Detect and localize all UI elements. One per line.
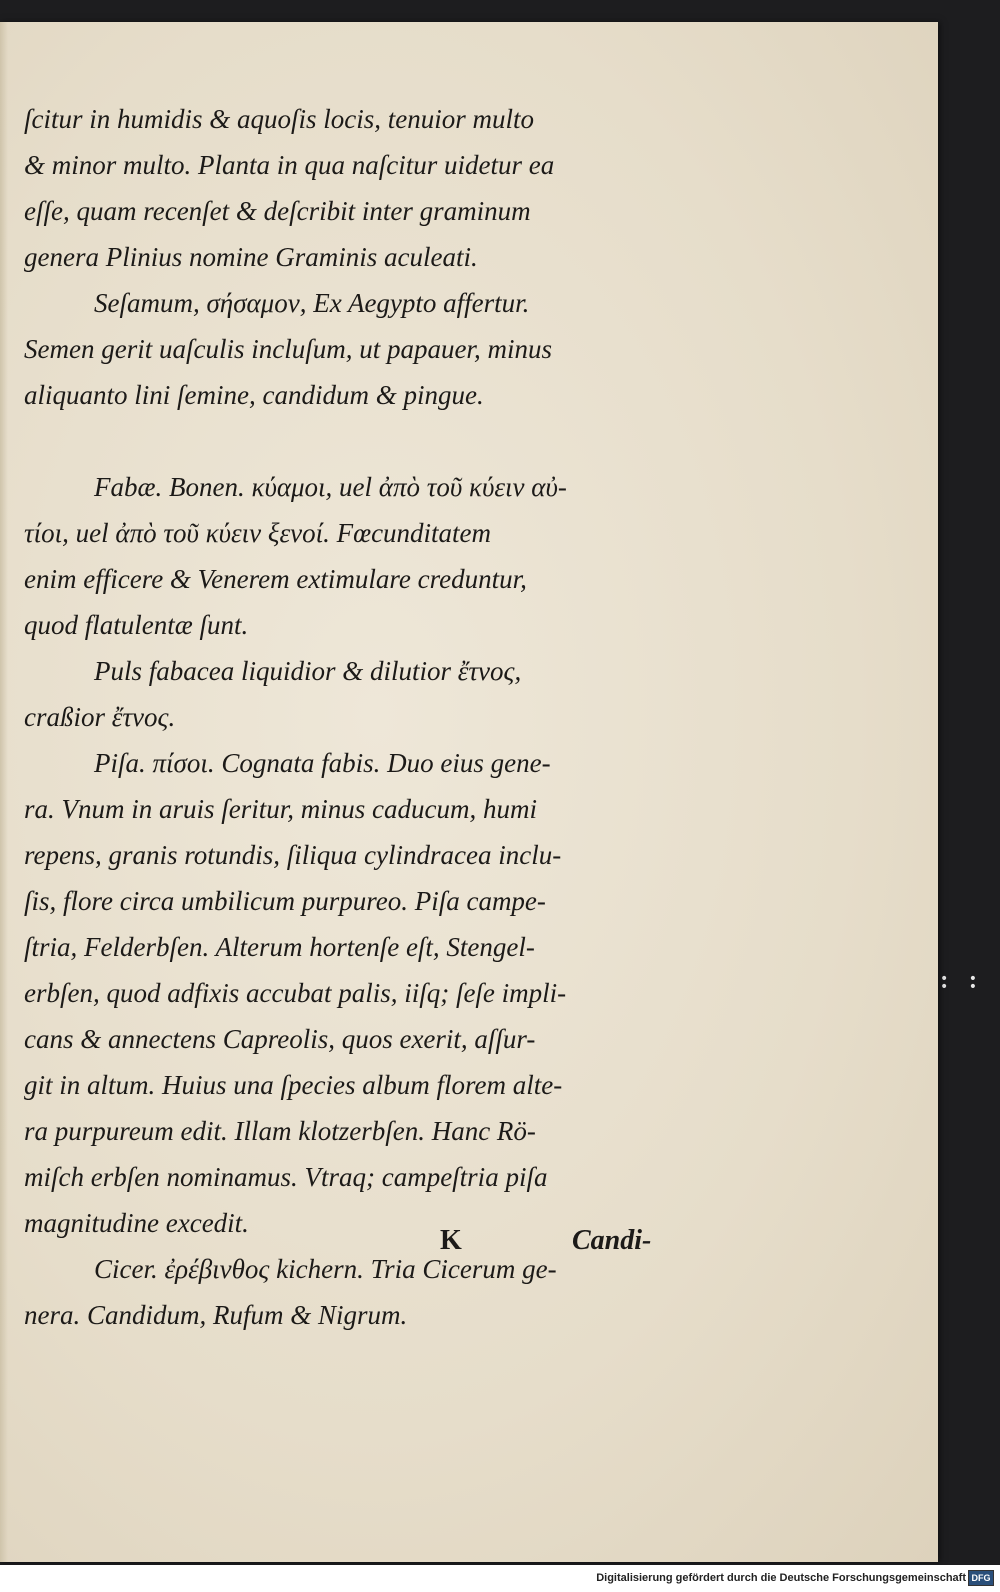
- text-line: & minor multo. Planta in qua naſcitur uidetur ea: [24, 150, 555, 180]
- text-line: eſſe, quam recenſet & deſcribit inter graminum: [24, 196, 531, 226]
- text-line: genera Plinius nomine Graminis aculeati.: [24, 242, 478, 272]
- catchword: Candi-: [572, 1225, 652, 1256]
- text-line: ra purpureum edit. Illam klotzerbſen. Hanc Rö-: [24, 1116, 536, 1146]
- text-line: nera. Candidum, Rufum & Nigrum.: [24, 1300, 408, 1330]
- text-line: git in altum. Huius una ſpecies album florem alte-: [24, 1070, 563, 1100]
- digitization-footer: [0, 1565, 1000, 1592]
- text-line: ſis, flore circa umbilicum purpureo. Piſa campe-: [24, 886, 546, 916]
- text-line: Fabæ. Bonen. κύαμοι, uel ἀπὸ τοῦ κύειν αὐ-: [94, 472, 567, 502]
- background-dots: • • • •: [940, 971, 985, 995]
- text-line: magnitudine excedit.: [24, 1208, 249, 1238]
- paragraph-gap: [24, 418, 684, 464]
- text-line: repens, granis rotundis, ſiliqua cylindracea inclu-: [24, 840, 562, 870]
- text-line: miſch erbſen nominamus. Vtraq; campeſtria piſa: [24, 1162, 548, 1192]
- text-line: Puls fabacea liquidior & dilutior ἔτνος,: [94, 656, 522, 686]
- page-footer-marks: [0, 1225, 938, 1271]
- text-line: quod flatulentæ ſunt.: [24, 610, 249, 640]
- text-line: Piſa. πίσοι. Cognata fabis. Duo eius gene-: [94, 748, 551, 778]
- signature-mark: K: [440, 1225, 462, 1256]
- text-line: aliquanto lini ſemine, candidum & pingue.: [24, 380, 484, 410]
- page-gutter-shadow: [0, 22, 8, 1562]
- dfg-logo: DFG: [968, 1570, 994, 1586]
- text-line: τίοι, uel ἀπὸ τοῦ κύειν ξενοί. Fœcunditatem: [24, 518, 492, 548]
- footer-credit: Digitalisierung gefördert durch die Deutsche Forschungsgemeinschaft: [596, 1572, 966, 1584]
- text-line: ſtria, Felderbſen. Alterum hortenſe eſt, Stengel-: [24, 932, 535, 962]
- text-line: ra. Vnum in aruis ſeritur, minus caducum, humi: [24, 794, 537, 824]
- text-line: Seſamum, σήσαμον, Ex Aegypto affertur.: [94, 288, 530, 318]
- text-line: ſcitur in humidis & aquoſis locis, tenuior multo: [24, 104, 535, 134]
- text-line: enim efficere & Venerem extimulare creduntur,: [24, 564, 527, 594]
- text-line: Cicer. ἐρέβινθος kichern. Tria Cicerum ge-: [94, 1254, 557, 1284]
- text-line: Semen gerit uaſculis incluſum, ut papauer, minus: [24, 334, 552, 364]
- text-line: cans & annectens Capreolis, quos exerit, aſſur-: [24, 1024, 536, 1054]
- page-text: [24, 96, 684, 1338]
- text-line: craßior ἔτνος.: [24, 702, 176, 732]
- text-line: erbſen, quod adfixis accubat palis, iiſq; ſeſe impli-: [24, 978, 567, 1008]
